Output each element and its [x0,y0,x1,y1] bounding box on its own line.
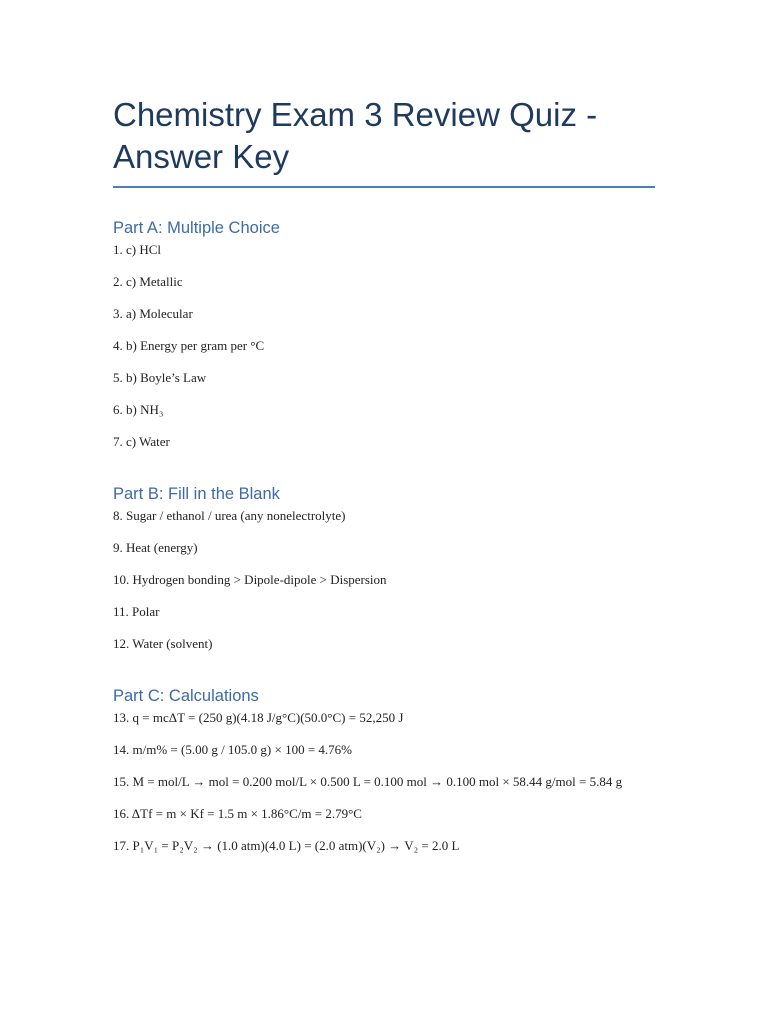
section-heading: Part C: Calculations [113,687,259,705]
answer-item: 14. m/m% = (5.00 g / 105.0 g) × 100 = 4.76% [113,742,353,757]
document-title: Chemistry Exam 3 Review Quiz - Answer Key [113,94,655,188]
section-part-b [113,484,655,652]
answer-item: 16. ΔTf = m × Kf = 1.5 m × 1.86°C/m = 2.79°C [113,806,362,821]
answer-item: 2. c) Metallic [113,274,183,289]
answer-item: 11. Polar [113,604,160,619]
answer-item: 12. Water (solvent) [113,636,213,651]
answer-item: 7. c) Water [113,434,170,449]
answer-item: 3. a) Molecular [113,306,193,321]
answer-item: 6. b) NH₃ [113,402,164,417]
answer-item: 1. c) HCl [113,242,162,257]
section-heading: Part B: Fill in the Blank [113,485,280,503]
answer-list [113,241,655,450]
section-heading: Part A: Multiple Choice [113,219,280,237]
section-part-a [113,218,655,450]
answer-list [113,709,655,854]
answer-item: 13. q = mcΔT = (250 g)(4.18 J/g°C)(50.0°C) = 52,250 J [113,710,404,725]
answer-item: 8. Sugar / ethanol / urea (any nonelectrolyte) [113,508,346,523]
answer-item: 9. Heat (energy) [113,540,198,555]
section-part-c [113,686,655,854]
answer-item: 4. b) Energy per gram per °C [113,338,265,353]
answer-item: 17. P₁V₁ = P₂V₂ → (1.0 atm)(4.0 L) = (2.0 atm)(V₂) → V₂ = 2.0 L [113,838,460,853]
answer-item: 10. Hydrogen bonding > Dipole-dipole > Dispersion [113,572,387,587]
answer-list [113,507,655,652]
answer-item: 15. M = mol/L → mol = 0.200 mol/L × 0.500 L = 0.100 mol → 0.100 mol × 58.44 g/mol = 5.84 g [113,774,623,789]
answer-item: 5. b) Boyle’s Law [113,370,207,385]
